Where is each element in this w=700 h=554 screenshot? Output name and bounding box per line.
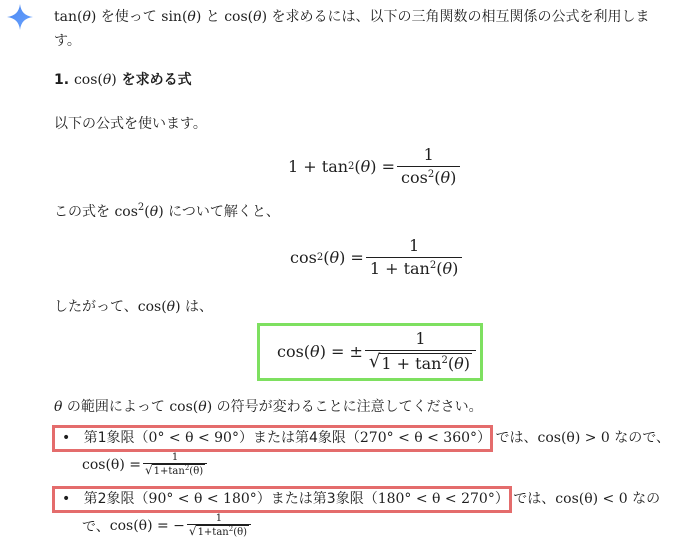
- fraction: 1 √ $1+\tan^2(\theta)$: [187, 513, 251, 538]
- paragraph-therefore: したがって、cos(θ) は、: [54, 299, 214, 315]
- bullet-1-result: cos(θ) = 1 √ $1+\tan^2(\theta)$: [82, 452, 209, 477]
- intro-line-2: す。: [54, 33, 81, 49]
- fraction: $\frac{1}{1 + \tan^2(\theta)}$: [366, 237, 463, 278]
- bullet-2-result: で、 cos(θ) = − 1 √ $1+\tan^2(\theta)$: [82, 513, 253, 538]
- equation-cos-squared: cos 2 ( θ ) = $\frac{1}{1 + \tan^2(\theta)}$: [290, 237, 464, 278]
- sparkle-star-icon: [6, 3, 34, 31]
- paragraph-solve-for-cos2: この式を $\cos^2(\theta)$ について解くと、: [54, 202, 280, 220]
- paragraph-sign-note: θ の範囲によって cos(θ) の符号が変わることに注意してください。: [54, 399, 483, 415]
- square-root: √ $1 + \tan^2(\theta)$: [368, 351, 470, 373]
- list-item: • 第1象限（0° < θ < 90°）または第4象限（270° < θ < 360°） では、cos(θ) > 0 なので、: [62, 430, 671, 446]
- intro-line-1: tan(θ) を使って sin(θ) と cos(θ) を求めるには、以下の三角関数の相互関係の公式を利用しま: [54, 9, 650, 25]
- equation-pythagorean-identity: 1 + tan 2 ( θ ) = $\frac{1}{\cos^2(\theta)}$: [288, 146, 462, 187]
- list-item: • 第2象限（90° < θ < 180°）または第3象限（180° < θ < 270°） では、cos(θ) < 0 なの: [62, 491, 661, 507]
- fraction: $\frac{1}{\cos^2(\theta)}$: [397, 146, 460, 187]
- fraction: 1 √ $1+\tan^2(\theta)$: [143, 452, 207, 477]
- section-heading-cos: 1. cos(θ) を求める式: [54, 72, 192, 88]
- fraction: 1 √ $1 + \tan^2(\theta)$: [365, 330, 476, 373]
- equation-cos-result: cos( θ ) = ± 1 √ $1 + \tan^2(\theta)$: [277, 330, 478, 373]
- paragraph-use-formula: 以下の公式を使います。: [54, 116, 207, 132]
